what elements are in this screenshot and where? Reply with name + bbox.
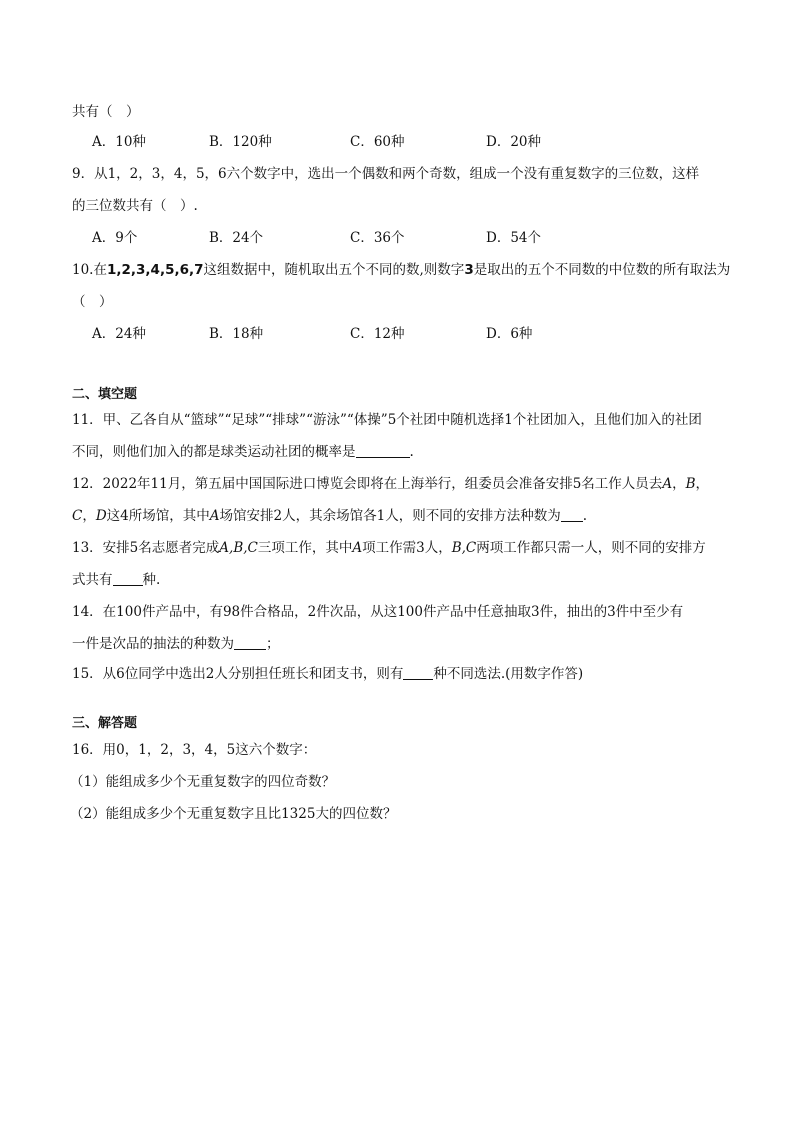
q16-part2: （2）能组成多少个无重复数字且比1325大的四位数？ bbox=[70, 806, 397, 822]
q12-line1 bbox=[72, 475, 709, 493]
q12-end: . bbox=[582, 508, 587, 524]
q10-option-a: A．24种 bbox=[92, 326, 146, 342]
q13-end: 种. bbox=[142, 572, 161, 588]
q13-vars-abc: A,B,C bbox=[219, 540, 258, 556]
q14-line2 bbox=[72, 635, 280, 653]
q13-text-a: 13．安排5名志愿者完成 bbox=[72, 540, 220, 556]
q9-option-d: D．54个 bbox=[486, 230, 542, 246]
q9-option-a: A．9个 bbox=[92, 230, 138, 246]
q12-var-a: A bbox=[662, 476, 673, 492]
q11-line1: 11．甲、乙各自从“篮球”“足球”“排球”“游泳”“体操”5个社团中随机选择1个社团加入，且他们加入的社团 bbox=[72, 412, 702, 428]
q9-line1: 9．从1，2，3，4，5，6六个数字中，选出一个偶数和两个奇数，组成一个没有重复数字的三位数，这样 bbox=[72, 166, 700, 182]
q14-line1: 14．在100件产品中，有98件合格品，2件次品，从这100件产品中任意抽取3件，抽出的3件中至少有 bbox=[72, 604, 684, 620]
q16-part1: （1）能组成多少个无重复数字的四位奇数？ bbox=[70, 774, 336, 790]
section-solve-title: 三、解答题 bbox=[72, 716, 138, 731]
q11-end: . bbox=[409, 444, 414, 460]
q12-text-c: 场馆安排2人，其余场馆各1人，则不同的安排方法种数为 bbox=[219, 508, 561, 524]
q15-text-a: 15．从6位同学中选出2人分别担任班长和团支书，则有 bbox=[72, 666, 404, 682]
q12-answer-blank[interactable] bbox=[561, 507, 583, 522]
q10-option-c: C．12种 bbox=[350, 326, 405, 342]
q10-prefix: 10.在 bbox=[72, 262, 107, 278]
q12-sep-1: ， bbox=[672, 476, 686, 492]
q13-answer-blank[interactable] bbox=[113, 571, 143, 586]
q13-text-e: 式共有 bbox=[72, 572, 113, 588]
q10-middle: 这组数据中，随机取出五个不同的数,则数字 bbox=[203, 262, 465, 278]
q8-option-a: A．10种 bbox=[92, 134, 146, 150]
q13-var-a: A bbox=[352, 540, 363, 556]
q12-var-a2: A bbox=[209, 508, 220, 524]
q12-line2 bbox=[72, 507, 587, 525]
q14-answer-blank[interactable] bbox=[234, 635, 266, 650]
q15-text-b: 种不同选法.(用数字作答) bbox=[433, 666, 584, 682]
q12-var-c: C bbox=[72, 508, 83, 524]
q13-line2 bbox=[72, 571, 160, 589]
q8-option-c: C．60种 bbox=[350, 134, 405, 150]
q13-line1 bbox=[72, 539, 706, 557]
q11-text: 不同，则他们加入的都是球类运动社团的概率是 bbox=[72, 444, 356, 460]
q10-digit: 3 bbox=[464, 262, 474, 278]
q9-option-b: B．24个 bbox=[209, 230, 264, 246]
q10-line2: （ ） bbox=[72, 294, 113, 310]
q12-text-a: 12．2022年11月，第五届中国国际进口博览会即将在上海举行，组委员会准备安排5名工作人员去 bbox=[72, 476, 663, 492]
q9-line2: 的三位数共有（ ）. bbox=[72, 198, 198, 214]
q12-var-b: B bbox=[685, 476, 696, 492]
q16-stem: 16．用0，1，2，3，4，5这六个数字： bbox=[72, 742, 317, 758]
q12-text-b: 这4所场馆，其中 bbox=[106, 508, 210, 524]
q10-suffix: 是取出的五个不同数的中位数的所有取法为 bbox=[473, 262, 731, 278]
q15-line bbox=[72, 665, 583, 683]
q13-text-c: 项工作需3人， bbox=[362, 540, 452, 556]
q10-line1 bbox=[72, 261, 730, 279]
q13-text-d: 两项工作都只需一人，则不同的安排方 bbox=[476, 540, 706, 556]
q8-tail: 共有（ ） bbox=[72, 104, 140, 120]
q12-sep-3: ， bbox=[82, 508, 96, 524]
q10-option-b: B．18种 bbox=[209, 326, 264, 342]
q12-var-d: D bbox=[95, 508, 107, 524]
q15-answer-blank[interactable] bbox=[403, 665, 433, 680]
q9-option-c: C．36个 bbox=[350, 230, 405, 246]
q14-text: 一件是次品的抽法的种数为 bbox=[72, 636, 234, 652]
q8-option-b: B．120种 bbox=[209, 134, 272, 150]
q14-end: ； bbox=[266, 636, 280, 652]
q8-option-d: D．20种 bbox=[486, 134, 542, 150]
q10-option-d: D．6种 bbox=[486, 326, 533, 342]
q13-vars-bc: B,C bbox=[451, 540, 477, 556]
q12-sep-2: ， bbox=[695, 476, 709, 492]
q11-answer-blank[interactable] bbox=[356, 443, 410, 458]
section-fill-in-title: 二、填空题 bbox=[72, 387, 138, 402]
q11-line2 bbox=[72, 443, 414, 461]
q13-text-b: 三项工作，其中 bbox=[257, 540, 353, 556]
q10-numbers: 1,2,3,4,5,6,7 bbox=[106, 262, 204, 278]
